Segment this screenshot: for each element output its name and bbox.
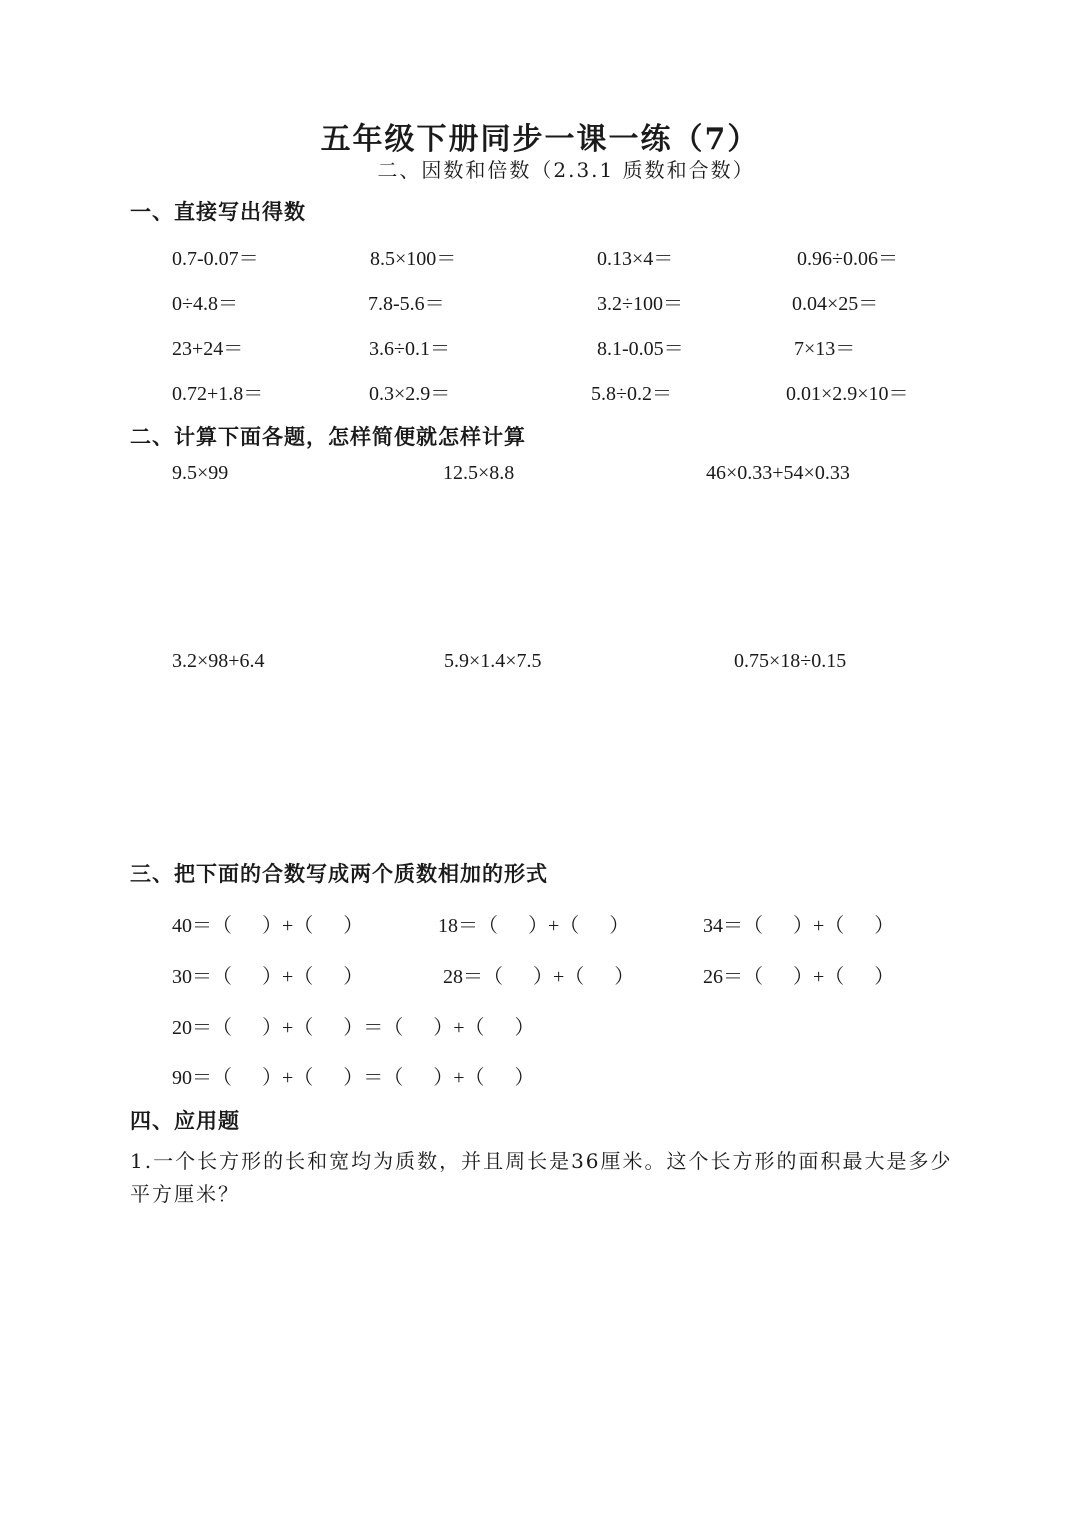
oral-calc-item: 0.96÷0.06＝	[797, 248, 898, 270]
word-problem-1: 1.一个长方形的长和宽均为质数，并且周长是36厘米。这个长方形的面积最大是多少平方厘米？	[130, 1149, 953, 1206]
prime-sum-item: 30＝（ ）+（ ）	[172, 966, 364, 988]
calc-problem: 9.5×99	[172, 462, 229, 484]
prime-sum-item: 20＝（ ）+（ ）＝（ ）+（ ）	[172, 1017, 535, 1039]
prime-sum-item: 34＝（ ）+（ ）	[703, 915, 895, 937]
calc-problem: 46×0.33+54×0.33	[706, 462, 850, 484]
calc-problem: 12.5×8.8	[443, 462, 515, 484]
prime-sum-item: 18＝（ ）+（ ）	[438, 915, 630, 937]
oral-calc-item: 0÷4.8＝	[172, 293, 238, 315]
oral-calc-item: 0.7-0.07＝	[172, 248, 259, 270]
oral-calc-item: 0.04×25＝	[792, 293, 879, 315]
calc-problem: 0.75×18÷0.15	[734, 650, 847, 672]
oral-calc-item: 7.8-5.6＝	[368, 293, 445, 315]
prime-sum-item: 40＝（ ）+（ ）	[172, 915, 364, 937]
worksheet-title: 五年级下册同步一课一练（7）	[320, 122, 760, 157]
oral-calc-item: 0.01×2.9×10＝	[786, 383, 909, 405]
section-1-heading: 一、直接写出得数	[130, 200, 306, 224]
oral-calc-item: 0.3×2.9＝	[369, 383, 451, 405]
prime-sum-item: 26＝（ ）+（ ）	[703, 966, 895, 988]
oral-calc-item: 0.72+1.8＝	[172, 383, 264, 405]
section-4-heading: 四、应用题	[130, 1109, 240, 1133]
oral-calc-item: 3.6÷0.1＝	[369, 338, 450, 360]
section-3-heading: 三、把下面的合数写成两个质数相加的形式	[130, 862, 548, 886]
oral-calc-item: 8.5×100＝	[370, 248, 457, 270]
oral-calc-item: 8.1-0.05＝	[597, 338, 684, 360]
oral-calc-item: 5.8÷0.2＝	[591, 383, 672, 405]
worksheet-subtitle: 二、因数和倍数（2.3.1 质数和合数）	[377, 158, 755, 182]
oral-calc-item: 23+24＝	[172, 338, 244, 360]
oral-calc-item: 3.2÷100＝	[597, 293, 683, 315]
prime-sum-item: 28＝（ ）+（ ）	[443, 966, 635, 988]
section-2-heading: 二、计算下面各题，怎样简便就怎样计算	[130, 425, 526, 449]
calc-problem: 5.9×1.4×7.5	[444, 650, 542, 672]
prime-sum-item: 90＝（ ）+（ ）＝（ ）+（ ）	[172, 1067, 535, 1089]
oral-calc-item: 0.13×4＝	[597, 248, 674, 270]
oral-calc-item: 7×13＝	[794, 338, 856, 360]
calc-problem: 3.2×98+6.4	[172, 650, 265, 672]
